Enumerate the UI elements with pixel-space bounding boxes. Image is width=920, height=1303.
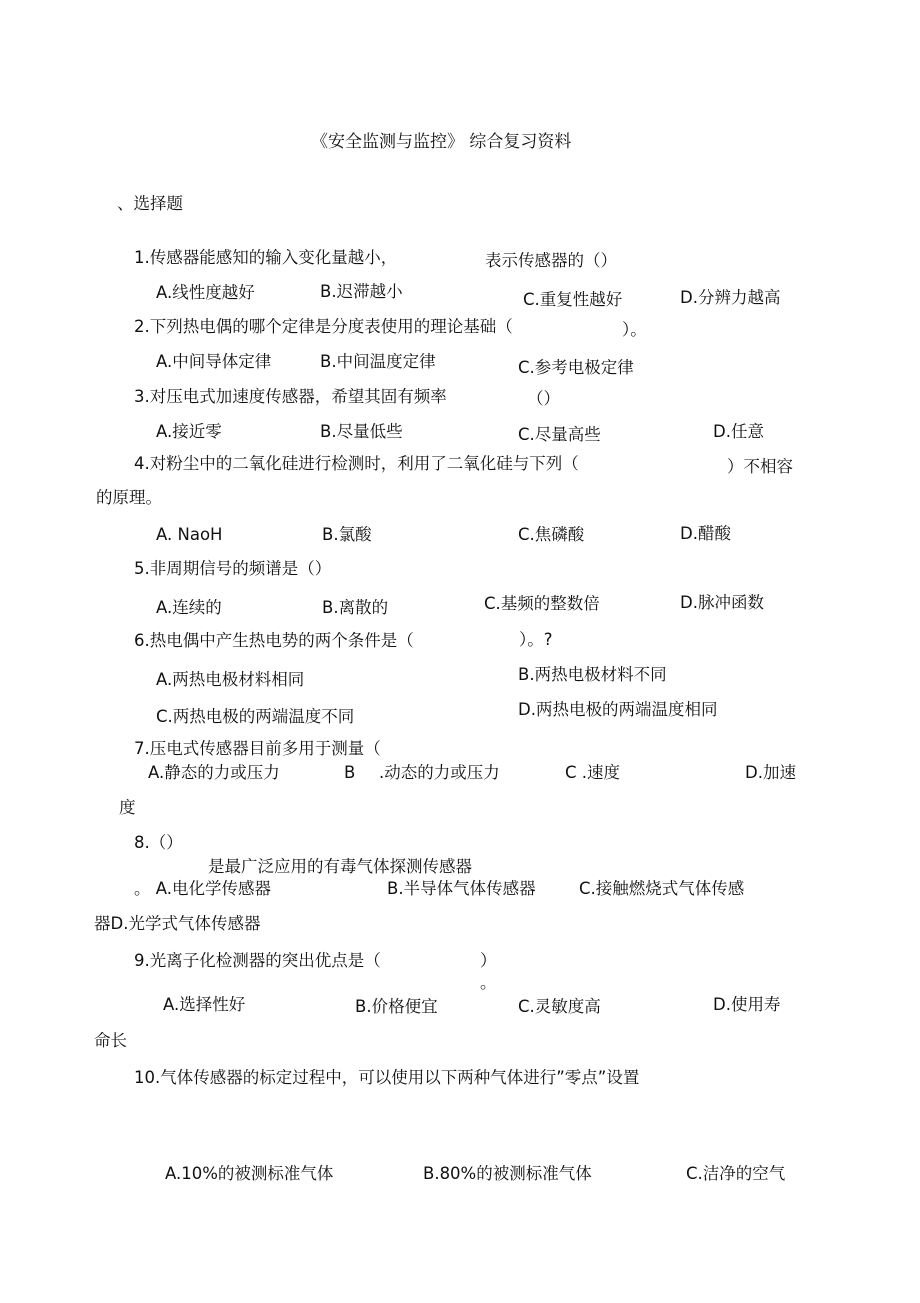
q9-stem: 9.光离子化检测器的突出优点是（	[134, 951, 381, 970]
q9-option-d-cont: 命长	[94, 1031, 127, 1050]
q4-stem: 4.对粉尘中的二氧化硅进行检测时，利用了二氧化硅与下列（	[134, 454, 579, 473]
q7-option-d: D.加速	[745, 763, 796, 782]
q8-option-b: B.半导体气体传感器	[387, 879, 536, 898]
q6-stem-tail: ）。?	[519, 630, 553, 649]
q10-option-c: C.洁净的空气	[686, 1164, 786, 1183]
q8-option-a: 。 A.电化学传感器	[134, 879, 271, 898]
q3-option-a: A.接近零	[156, 422, 222, 441]
q9-stem-period: 。	[480, 973, 497, 992]
q1-option-d: D.分辨力越高	[680, 288, 781, 307]
q7-option-b: .动态的力或压力	[379, 763, 500, 782]
q3-stem-tail: （）	[527, 389, 560, 408]
q4-option-a: A. NaoH	[156, 525, 223, 544]
q4-option-b: B.氯酸	[322, 525, 372, 544]
q1-option-c: C.重复性越好	[523, 290, 623, 309]
q4-stem-tail: ）不相容	[727, 457, 793, 476]
q3-stem: 3.对压电式加速度传感器，希望其固有频率	[134, 387, 447, 406]
page-title: 《安全监测与监控》 综合复习资料	[311, 132, 572, 152]
q8-option-d: 器D.光学式气体传感器	[94, 914, 261, 933]
q5-stem: 5.非周期信号的频谱是（）	[134, 559, 332, 578]
q3-option-d: D.任意	[713, 422, 764, 441]
q6-option-d: D.两热电极的两端温度相同	[518, 700, 718, 719]
q5-option-d: D.脉冲函数	[680, 593, 764, 612]
q3-option-b: B.尽量低些	[320, 422, 403, 441]
q6-option-b: B.两热电极材料不同	[518, 665, 667, 684]
q9-stem-tail: ）	[480, 951, 497, 970]
q3-option-c: C.尽量高些	[518, 425, 601, 444]
q9-option-d: D.使用寿	[713, 995, 781, 1014]
q7-option-b-letter: B	[344, 763, 356, 782]
q4-stem-cont: 的原理。	[96, 488, 162, 507]
section-heading: 、选择题	[117, 194, 183, 213]
q7-option-c: C .速度	[565, 763, 621, 782]
q4-option-d: D.醋酸	[680, 524, 731, 543]
q10-option-b: B.80%的被测标准气体	[423, 1164, 592, 1183]
q5-option-a: A.连续的	[156, 598, 222, 617]
q7-stem: 7.压电式传感器目前多用于测量（	[134, 739, 381, 758]
q1-option-b: B.迟滞越小	[320, 282, 403, 301]
q1-option-a: A.线性度越好	[156, 283, 255, 302]
q2-option-b: B.中间温度定律	[320, 352, 436, 371]
q8-stem: 8.（）	[134, 833, 183, 852]
q6-stem: 6.热电偶中产生热电势的两个条件是（	[134, 631, 414, 650]
q8-stem-cont: 是最广泛应用的有毒气体探测传感器	[208, 857, 472, 876]
q9-option-a: A.选择性好	[163, 995, 246, 1014]
q1-stem-tail: 表示传感器的（）	[485, 251, 617, 270]
q9-option-c: C.灵敏度高	[518, 997, 601, 1016]
q2-stem: 2.下列热电偶的哪个定律是分度表使用的理论基础（	[134, 317, 513, 336]
q10-stem: 10.气体传感器的标定过程中，可以使用以下两种气体进行”零点”设置	[134, 1068, 640, 1087]
q1-stem: 1.传感器能感知的输入变化量越小，	[134, 248, 398, 267]
q8-option-c: C.接触燃烧式气体传感	[579, 879, 745, 898]
q4-option-c: C.焦磷酸	[518, 525, 585, 544]
q5-option-b: B.离散的	[322, 598, 389, 617]
q2-option-c: C.参考电极定律	[518, 358, 634, 377]
q2-stem-tail: ）。	[622, 320, 647, 339]
q7-option-d-cont: 度	[119, 798, 136, 817]
q2-option-a: A.中间导体定律	[156, 352, 272, 371]
q6-option-a: A.两热电极材料相同	[156, 670, 305, 689]
q5-option-c: C.基频的整数倍	[484, 594, 600, 613]
q6-option-c: C.两热电极的两端温度不同	[156, 707, 355, 726]
q9-option-b: B.价格便宜	[355, 997, 438, 1016]
q7-option-a: A.静态的力或压力	[148, 763, 280, 782]
q10-option-a: A.10%的被测标准气体	[165, 1164, 334, 1183]
